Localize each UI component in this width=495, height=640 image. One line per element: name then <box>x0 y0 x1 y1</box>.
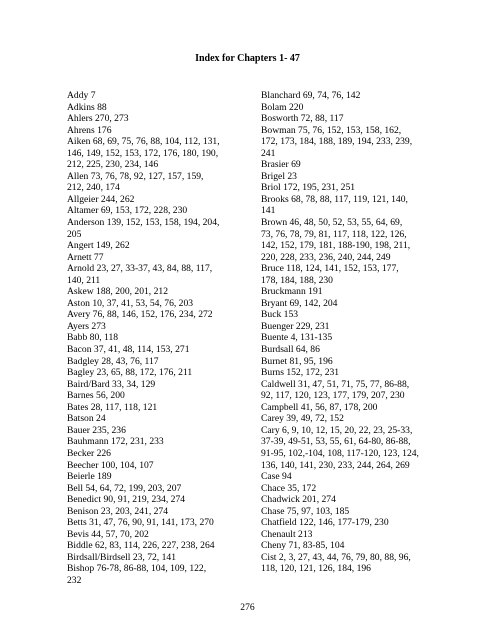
index-entry: Cheny 71, 83-85, 104 <box>261 540 345 552</box>
page-title: Index for Chapters 1- 47 <box>195 53 300 64</box>
index-entry: Burdsall 64, 86 <box>261 344 320 356</box>
index-entry: Bell 54, 64, 72, 199, 203, 207 <box>67 482 182 494</box>
index-column-right <box>261 90 461 575</box>
index-entry: Benison 23, 203, 241, 274 <box>67 505 169 517</box>
index-entry: Chenault 213 <box>261 528 313 540</box>
index-entry: Brooks 68, 78, 88, 117, 119, 121, 140, <box>261 193 408 205</box>
index-entry: Briol 172, 195, 231, 251 <box>261 182 356 194</box>
index-entry: Betts 31, 47, 76, 90, 91, 141, 173, 270 <box>67 517 214 529</box>
page-number: 276 <box>240 602 255 613</box>
index-entry: 212, 225, 230, 234, 146 <box>67 159 159 171</box>
index-entry: Bowman 75, 76, 152, 153, 158, 162, <box>261 124 402 136</box>
index-entry: Beierle 189 <box>67 471 112 483</box>
index-entry: Burnet 81, 95, 196 <box>261 355 333 367</box>
index-entry: 118, 120, 121, 126, 184, 196 <box>261 563 371 575</box>
index-entry: 172, 173, 184, 188, 189, 194, 233, 239, <box>261 136 413 148</box>
index-entry: 232 <box>67 574 82 586</box>
index-entry: 91-95, 102,-104, 108, 117-120, 123, 124, <box>261 447 419 459</box>
index-entry: Bryant 69, 142, 204 <box>261 297 338 309</box>
index-entry: Bruce 118, 124, 141, 152, 153, 177, <box>261 263 399 275</box>
index-entry: Baird/Bard 33, 34, 129 <box>67 378 156 390</box>
index-entry: Chadwick 201, 274 <box>261 494 336 506</box>
index-entry: Anderson 139, 152, 153, 158, 194, 204, <box>67 217 220 229</box>
index-entry: 178, 184, 188, 230 <box>261 274 333 286</box>
index-entry: Bates 28, 117, 118, 121 <box>67 401 158 413</box>
index-entry: Askew 188, 200, 201, 212 <box>67 286 168 298</box>
index-entry: Adkins 88 <box>67 101 107 113</box>
index-entry: Badgley 28, 43, 76, 117 <box>67 355 159 367</box>
index-entry: Campbell 41, 56, 87, 178, 200 <box>261 401 378 413</box>
index-entry: 37-39, 49-51, 53, 55, 61, 64-80, 86-88, <box>261 436 411 448</box>
index-entry: Altamer 69, 153, 172, 228, 230 <box>67 205 188 217</box>
index-entry: Beecher 100, 104, 107 <box>67 459 154 471</box>
index-entry: Bruckmann 191 <box>261 286 323 298</box>
index-entry: 220, 228, 233, 236, 240, 244, 249 <box>261 251 391 263</box>
index-entry: Benedict 90, 91, 219, 234, 274 <box>67 494 186 506</box>
index-entry: 73, 76, 78, 79, 81, 117, 118, 122, 126, <box>261 228 407 240</box>
index-entry: Burns 152, 172, 231 <box>261 367 340 379</box>
index-entry: Buenger 229, 231 <box>261 320 330 332</box>
index-entry: Chatfield 122, 146, 177-179, 230 <box>261 517 389 529</box>
index-entry: Cary 6, 9, 10, 12, 15, 20, 22, 23, 25-33, <box>261 424 413 436</box>
index-entry: Bauer 235, 236 <box>67 424 126 436</box>
index-entry: Allgeier 244, 262 <box>67 193 135 205</box>
index-entry: Brown 46, 48, 50, 52, 53, 55, 64, 69, <box>261 217 403 229</box>
index-entry: Arnett 77 <box>67 251 104 263</box>
index-entry: Becker 226 <box>67 447 111 459</box>
index-entry: Bolam 220 <box>261 101 304 113</box>
index-entry: Birdsall/Birdsell 23, 72, 141 <box>67 551 176 563</box>
index-entry: Aston 10, 37, 41, 53, 54, 76, 203 <box>67 297 194 309</box>
index-entry: Bosworth 72, 88, 117 <box>261 113 344 125</box>
index-entry: Buente 4, 131-135 <box>261 332 333 344</box>
index-entry: Buck 153 <box>261 309 299 321</box>
index-entry: 140, 211 <box>67 274 101 286</box>
index-entry: 142, 152, 179, 181, 188-190, 198, 211, <box>261 240 411 252</box>
index-entry: Angert 149, 262 <box>67 240 130 252</box>
index-entry: Bauhmann 172, 231, 233 <box>67 436 164 448</box>
index-entry: Bevis 44, 57, 70, 202 <box>67 528 149 540</box>
index-entry: Barnes 56, 200 <box>67 390 125 402</box>
index-entry: Brigel 23 <box>261 170 297 182</box>
index-entry: Ahrens 176 <box>67 124 112 136</box>
index-entry: Ayers 273 <box>67 320 106 332</box>
index-entry: Bacon 37, 41, 48, 114, 153, 271 <box>67 344 190 356</box>
index-entry: Case 94 <box>261 471 292 483</box>
index-entry: Babb 80, 118 <box>67 332 119 344</box>
index-entry: Batson 24 <box>67 413 106 425</box>
index-entry: Arnold 23, 27, 33-37, 43, 84, 88, 117, <box>67 263 213 275</box>
index-entry: Addy 7 <box>67 90 96 101</box>
index-entry: Chase 75, 97, 103, 185 <box>261 505 350 517</box>
index-entry: Aiken 68, 69, 75, 76, 88, 104, 112, 131, <box>67 136 220 148</box>
index-entry: Ahlers 270, 273 <box>67 113 129 125</box>
index-entry: Caldwell 31, 47, 51, 71, 75, 77, 86-88, <box>261 378 410 390</box>
index-entry: 212, 240, 174 <box>67 182 120 194</box>
index-entry: Bishop 76-78, 86-88, 104, 109, 122, <box>67 563 207 575</box>
index-entry: 92, 117, 120, 123, 177, 179, 207, 230 <box>261 390 405 402</box>
index-entry: 136, 140, 141, 230, 233, 244, 264, 269 <box>261 459 410 471</box>
index-entry: 146, 149, 152, 153, 172, 176, 180, 190, <box>67 147 219 159</box>
index-entry: Chace 35, 172 <box>261 482 317 494</box>
index-column-left <box>67 90 267 587</box>
index-entry: 205 <box>67 228 82 240</box>
index-entry: 241 <box>261 147 276 159</box>
index-entry: Blanchard 69, 74, 76, 142 <box>261 90 361 101</box>
index-entry: Biddle 62, 83, 114, 226, 227, 238, 264 <box>67 540 215 552</box>
index-entry: Brasier 69 <box>261 159 301 171</box>
index-entry: Bagley 23, 65, 88, 172, 176, 211 <box>67 367 193 379</box>
index-entry: Avery 76, 88, 146, 152, 176, 234, 272 <box>67 309 213 321</box>
index-entry: Cist 2, 3, 27, 43, 44, 76, 79, 80, 88, 96, <box>261 551 411 563</box>
index-entry: Carey 39, 49, 72, 152 <box>261 413 344 425</box>
index-entry: Allen 73, 76, 78, 92, 127, 157, 159, <box>67 170 204 182</box>
index-entry: 141 <box>261 205 276 217</box>
